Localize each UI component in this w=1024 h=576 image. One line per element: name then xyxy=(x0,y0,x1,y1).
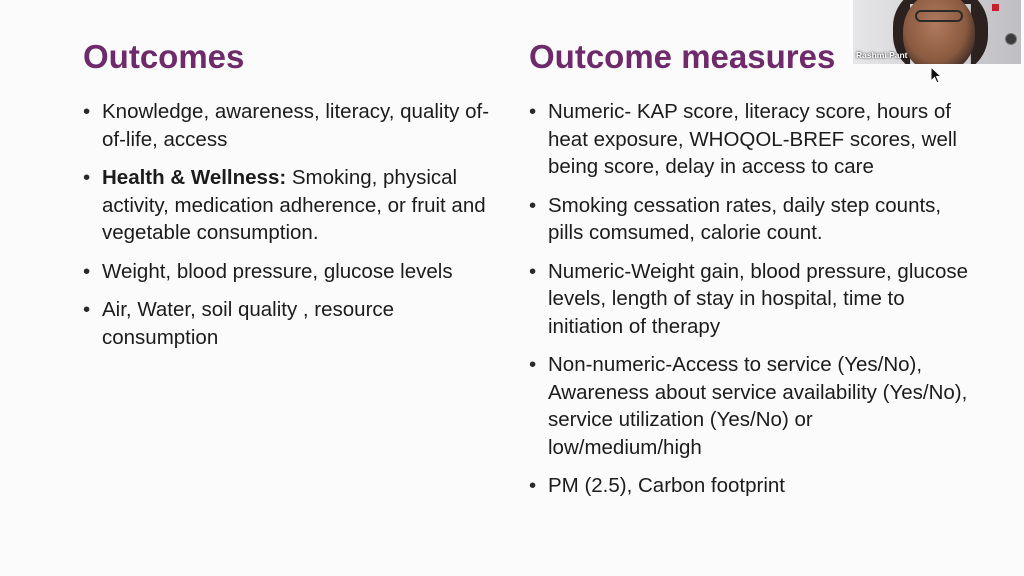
list-item: • PM (2.5), Carbon footprint xyxy=(529,472,969,500)
mouse-cursor-icon xyxy=(930,66,942,84)
list-item: • Air, Water, soil quality , resource consumption xyxy=(83,296,503,351)
list-item: • Non-numeric-Access to service (Yes/No), Awareness about service availability (Yes/No), service utilization (Yes/No) or low/medium/high xyxy=(529,351,969,461)
participant-video-tile[interactable] xyxy=(853,0,1021,64)
participant-glasses xyxy=(915,10,963,22)
outcome-measures-column xyxy=(529,38,969,511)
outcome-measures-list xyxy=(529,98,969,500)
outcomes-column xyxy=(83,38,503,362)
outcome-measures-heading: Outcome measures xyxy=(529,38,836,75)
outcomes-list xyxy=(83,98,503,351)
list-item: • Smoking cessation rates, daily step counts, pills comsumed, calorie count. xyxy=(529,192,969,247)
list-item: • Weight, blood pressure, glucose levels xyxy=(83,258,503,286)
participant-avatar-icon xyxy=(1005,33,1017,45)
list-item: • Knowledge, awareness, literacy, quality of-of-life, access xyxy=(83,98,503,153)
list-item: • Numeric-Weight gain, blood pressure, glucose levels, length of stay in hospital, time to initiation of therapy xyxy=(529,258,969,341)
list-item: • Numeric- KAP score, literacy score, hours of heat exposure, WHOQOL-BREF scores, well being score, delay in access to care xyxy=(529,98,969,181)
list-item: • Health & Wellness: Smoking, physical activity, medication adherence, or fruit and vegetable consumption. xyxy=(83,164,503,247)
participant-name-label: Rashmi Pant xyxy=(856,50,908,60)
logo-icon xyxy=(992,4,999,11)
outcomes-heading: Outcomes xyxy=(83,38,245,75)
